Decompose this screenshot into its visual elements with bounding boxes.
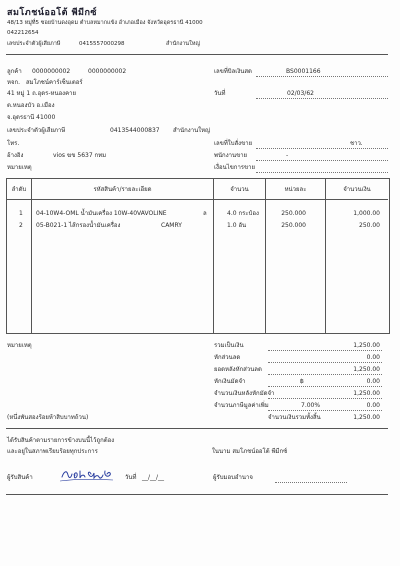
table-header-divider	[6, 199, 388, 200]
row-1-flag: ล	[203, 210, 207, 217]
items-table	[6, 178, 390, 334]
date-label: วันที่	[214, 90, 226, 97]
vat-value: 0.00	[366, 402, 380, 409]
footer-date-blank: __/__/__	[142, 474, 165, 481]
customer-name: สมโภชน์คาร์เซ็นเตอร์	[26, 79, 83, 86]
row-2-flag: CAMRY	[161, 222, 182, 229]
customer-address-1: 41 หมู่ 1 ถ.อุดร-หนองคาย	[7, 90, 76, 97]
footer-date-label: วันที่	[125, 474, 137, 481]
customer-code-2: 0000000002	[88, 68, 127, 75]
receiver-label: ผู้รับสินค้า	[7, 474, 33, 481]
after-deposit-value: 1,250.00	[353, 390, 380, 397]
company-branch: สำนักงานใหญ่	[166, 41, 201, 47]
discount-label: หักส่วนลด	[214, 354, 241, 361]
vat-rate: 7.00%	[301, 402, 321, 409]
after-discount-label: ยอดหลังหักส่วนลด	[214, 366, 262, 373]
amount-in-words: (หนึ่งพันสองร้อยห้าสิบบาทถ้วน)	[7, 414, 89, 421]
order-no-label: เลขที่ใบสั่งขาย	[214, 140, 253, 147]
customer-phone-label: โทร.	[7, 140, 20, 147]
deposit-currency: ฿	[300, 378, 304, 385]
deposit-label: หักเงินมัดจำ	[214, 378, 246, 385]
received-line-1: ได้รับสินค้าตามรายการข้างบนนี้ไว้ถูกต้อง	[7, 437, 115, 444]
customer-tax-id: 0413544000837	[110, 127, 160, 134]
remark-label: หมายเหตุ	[7, 342, 32, 349]
customer-code: 0000000002	[32, 68, 71, 75]
after-deposit-label: จำนวนเงินหลังหักมัดจำ	[214, 390, 275, 397]
row-2-price: 250.000	[281, 222, 306, 229]
bill-no: BS0001166	[286, 68, 321, 75]
customer-ref-label: อ้างอิง	[7, 152, 24, 159]
subtotal-value: 1,250.00	[353, 342, 380, 349]
customer-ref: vios ฆข 5637 กทม	[53, 152, 107, 159]
date-line	[256, 98, 388, 99]
seller-line	[256, 160, 388, 161]
after-deposit-line	[268, 398, 382, 399]
authorized-label: ผู้รับมอบอำนาจ	[213, 474, 253, 481]
header-qty: จำนวน	[230, 186, 249, 193]
seller-label: พนักงานขาย	[214, 152, 248, 159]
vat-line	[268, 410, 382, 411]
subtotal-label: รวมเป็นเงิน	[214, 342, 244, 349]
on-behalf-of: ในนาม สมโภชน์ออโต้ พีมีกซ์	[212, 448, 288, 455]
totals-divider	[6, 428, 388, 429]
row-2-no: 2	[19, 222, 23, 229]
customer-name-prefix: หจก.	[7, 79, 21, 86]
company-tax-id: 0415557000298	[79, 41, 125, 47]
row-1-desc: 04-10W4-OML น้ำมันเครื่อง 10W-40VAVOLINE	[36, 210, 167, 217]
customer-branch: สำนักงานใหญ่	[173, 127, 211, 134]
header-divider	[6, 54, 388, 55]
header-description: รหัสสินค้า/รายละเอียด	[93, 186, 152, 193]
company-address: 48/13 หมู่ที่5 ซอยบ้านดงอุดม ตำบลหมากแข้ง อำเภอเมือง จังหวัดอุดรธานี 41000	[7, 20, 203, 26]
receiver-signature	[60, 466, 114, 482]
customer-note-label: หมายเหตุ	[7, 164, 32, 171]
company-tax-label: เลขประจำตัวผู้เสียภาษี	[7, 41, 61, 47]
doc-date: 02/03/62	[287, 90, 314, 97]
col-divider-4	[325, 178, 326, 333]
footer-divider	[6, 494, 388, 495]
row-2-qty: 1.0 อัน	[227, 222, 247, 229]
received-line-2: และอยู่ในสภาพเรียบร้อยทุกประการ	[7, 448, 98, 455]
subtotal-line	[268, 350, 382, 351]
vat-label: จำนวนภาษีมูลค่าเพิ่ม	[214, 402, 269, 409]
after-discount-line	[268, 374, 382, 375]
company-phone: 042212654	[7, 30, 39, 36]
row-1-amount: 1,000.00	[353, 210, 380, 217]
bill-no-label: เลขที่บิลเงินสด	[214, 68, 252, 75]
row-1-no: 1	[19, 210, 23, 217]
col-divider-1	[31, 178, 32, 333]
row-1-price: 250.000	[281, 210, 306, 217]
customer-tax-label: เลขประจำตัวผู้เสียภาษี	[7, 127, 66, 134]
header-unit-price: หน่วยละ	[284, 186, 307, 193]
customer-address-2: ต.หนองบัว อ.เมือง	[7, 102, 55, 109]
terms-value: ชาว.	[350, 140, 363, 147]
col-divider-2	[213, 178, 214, 333]
discount-value: 0.00	[366, 354, 380, 361]
company-name: สมโภชน์ออโต้ พีมีกซ์	[7, 8, 97, 18]
customer-address-3: จ.อุดรธานี 41000	[7, 114, 56, 121]
row-1-qty: 4.0 กระป๋อง	[227, 210, 259, 217]
customer-code-label: ลูกค้า	[7, 68, 22, 75]
after-discount-value: 1,250.00	[353, 366, 380, 373]
grand-total-label: จำนวนเงินรวมทั้งสิ้น	[268, 414, 321, 421]
discount-line	[268, 362, 382, 363]
header-amount: จำนวนเงิน	[343, 186, 371, 193]
header-no: ลำดับ	[11, 186, 27, 193]
deposit-line	[268, 386, 382, 387]
order-no-line	[256, 148, 388, 149]
authorized-line	[275, 482, 347, 483]
terms-label: เงื่อนไขการขาย	[214, 164, 256, 171]
row-2-desc: 05-B021-1 ไส้กรองน้ำมันเครื่อง	[36, 222, 121, 229]
col-divider-3	[265, 178, 266, 333]
bill-no-line	[256, 76, 388, 77]
terms-line	[256, 172, 388, 173]
grand-total-value: 1,250.00	[353, 414, 380, 421]
row-2-amount: 250.00	[359, 222, 380, 229]
seller-value: -	[286, 152, 289, 159]
deposit-value: 0.00	[366, 378, 380, 385]
